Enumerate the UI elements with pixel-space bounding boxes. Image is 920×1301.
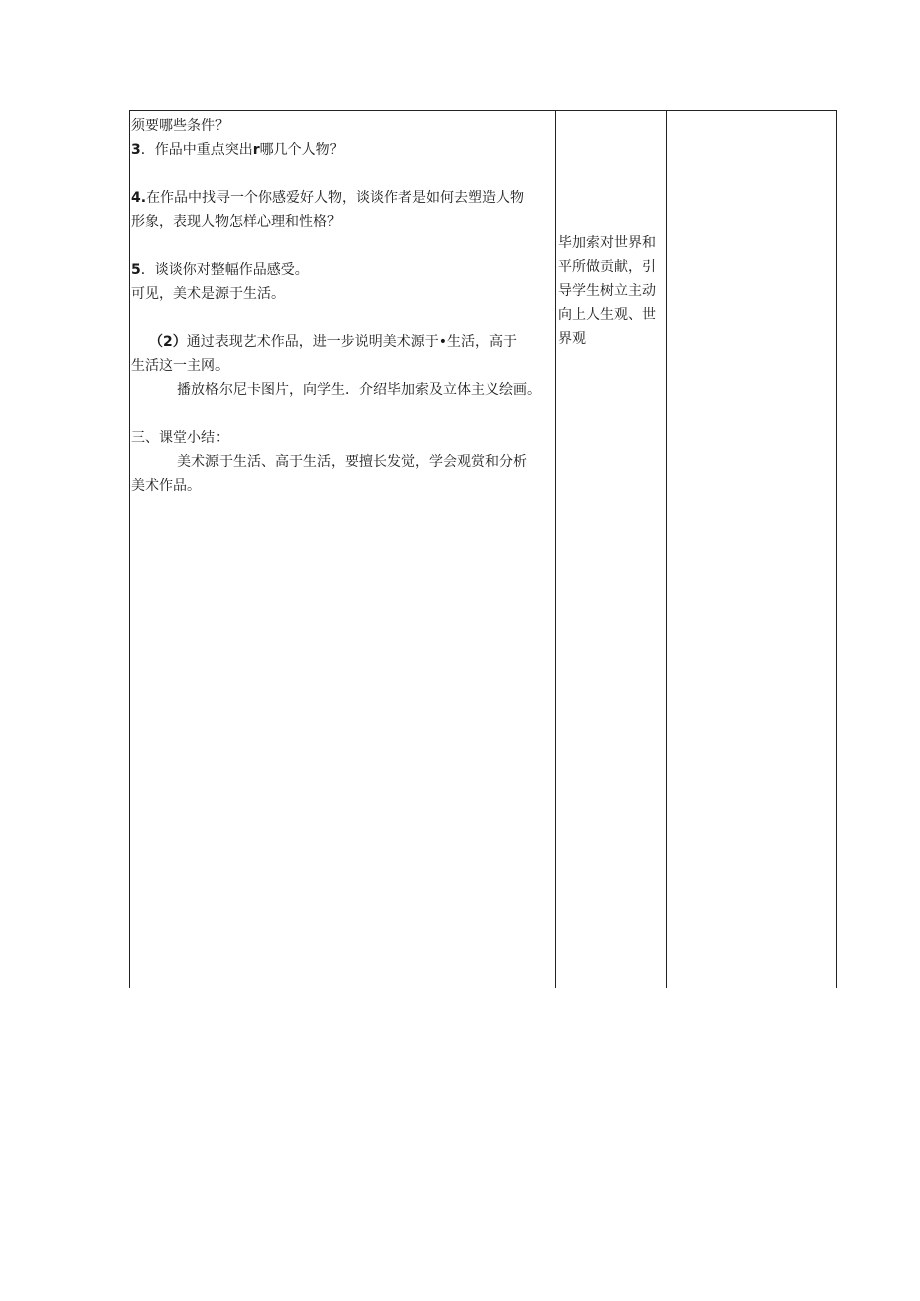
text-line: 可见，美术是源于生活。 xyxy=(131,286,285,302)
teaching-process-column xyxy=(131,114,555,498)
section-3-heading: 三、课堂小结： xyxy=(131,430,229,446)
section-2-heading: （2）通过表现艺术作品，进一步说明美术源于•生活，高于 xyxy=(149,334,518,350)
question-4: 4.在作品中找寻一个你感爱好人物，谈谈作者是如何去塑造人物 xyxy=(131,190,525,206)
note-line: 界观 xyxy=(558,331,586,347)
text-line: 生活这一主网。 xyxy=(131,358,229,374)
column-divider-1 xyxy=(555,111,556,988)
text-line: 美术作品。 xyxy=(131,478,201,494)
table-border-right xyxy=(836,111,837,988)
note-line: 毕加索对世界和 xyxy=(558,235,656,251)
lesson-plan-table xyxy=(129,110,837,988)
text-line: 播放格尔尼卡图片，向学生．介绍毕加索及立体主义绘画。 xyxy=(177,382,541,398)
table-border-left xyxy=(129,111,130,988)
text-line: 形象，表现人物怎样心理和性格？ xyxy=(131,214,341,230)
text-line: 美术源于生活、高于生活，要擅长发觉，学会观赏和分析 xyxy=(177,454,527,470)
column-divider-2 xyxy=(666,111,667,988)
note-line: 导学生树立主动 xyxy=(558,283,656,299)
note-line: 向上人生观、世 xyxy=(558,307,656,323)
question-5: 5．谈谈你对整幅作品感受。 xyxy=(131,262,309,278)
question-3: 3．作品中重点突出r哪几个人物？ xyxy=(131,142,344,158)
design-intent-column xyxy=(558,231,666,351)
note-line: 平所做贡献，引 xyxy=(558,259,656,275)
text-line: 须要哪些条件？ xyxy=(131,118,229,134)
